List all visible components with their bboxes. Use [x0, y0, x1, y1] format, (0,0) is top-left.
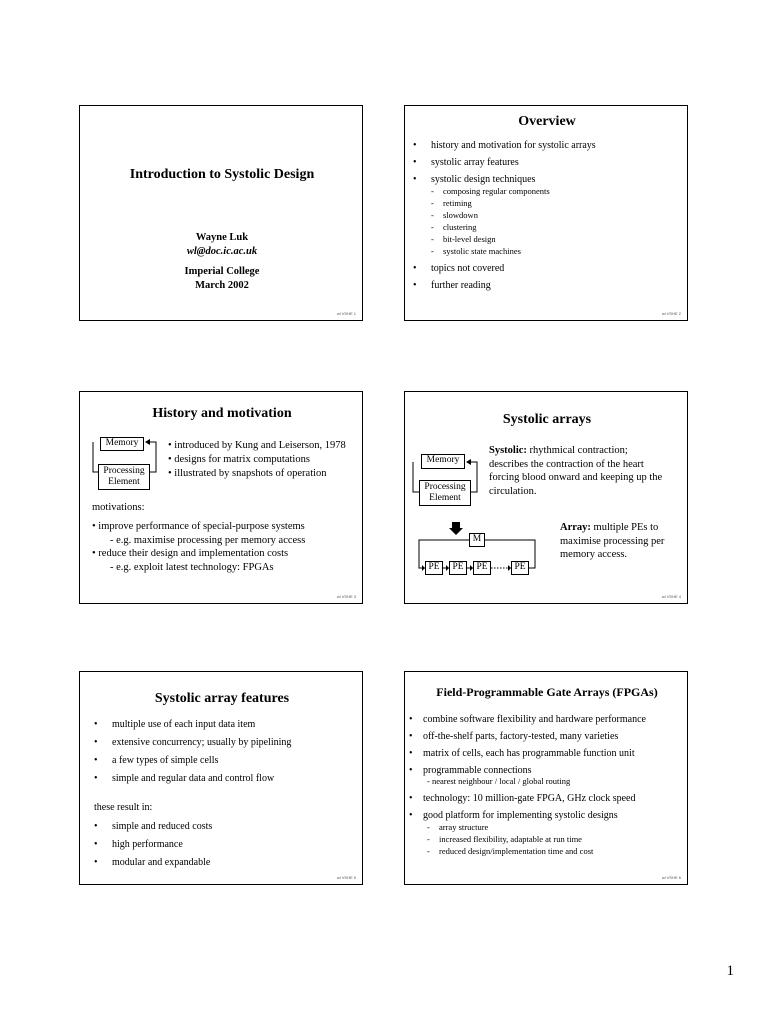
- features-list: [90, 716, 291, 788]
- slide-footer: wl VSHE 4: [661, 594, 681, 599]
- pe-cell-label: PE: [452, 562, 464, 572]
- sub-item-text: slowdown: [443, 210, 478, 220]
- sub-item: - retiming: [431, 198, 472, 208]
- motivations-list: [92, 520, 305, 574]
- slide-footer: wl VSHE 5: [336, 875, 356, 880]
- processing-element-box: [98, 464, 150, 490]
- array-memory-box: [469, 533, 485, 547]
- sub-list: [431, 185, 596, 257]
- sub-item-text: retiming: [443, 198, 472, 208]
- pe-label-1: Processing: [424, 482, 466, 492]
- history-bullets: [168, 439, 346, 481]
- motivation-item: • improve performance of special-purpose systems: [92, 521, 305, 532]
- list-item-text: a few types of simple cells: [112, 755, 219, 766]
- list-item: • modular and expandable: [94, 857, 211, 868]
- slide-4: [404, 391, 688, 604]
- sub-item-text: bit-level design: [443, 234, 496, 244]
- definition-line: maximise processing per: [560, 535, 665, 547]
- list-item-text: simple and regular data and control flow: [112, 773, 275, 784]
- slide-footer: wl VSHE 3: [336, 594, 356, 599]
- definition-line: rhythmical contraction;: [526, 445, 628, 456]
- sub-item: - systolic state machines: [431, 246, 521, 256]
- pe-cell: [511, 561, 529, 575]
- motivation-item: • reduce their design and implementation costs: [92, 548, 289, 559]
- sub-item-text: reduced design/implementation time and cost: [439, 846, 594, 856]
- processing-element-box: [419, 480, 471, 506]
- list-item: • good platform for implementing systolic designs - array structure - increased flexibility, adaptable at run time - reduced design/implementation time and cost: [405, 810, 646, 857]
- author-email: wl@doc.ic.ac.uk: [186, 246, 258, 257]
- list-item: • topics not covered: [413, 263, 505, 274]
- definition-line: multiple PEs to: [590, 522, 659, 533]
- list-item: • off-the-shelf parts, factory-tested, many varieties: [409, 731, 619, 742]
- bullet-text: • designs for matrix computations: [168, 454, 310, 465]
- list-item-text: simple and reduced costs: [112, 821, 213, 832]
- pe-cell: [449, 561, 467, 575]
- slide-title: History and motivation: [152, 406, 292, 421]
- list-item: • combine software flexibility and hardware performance: [409, 714, 646, 725]
- sub-item: - array structure: [427, 822, 489, 832]
- bullet-text: • introduced by Kung and Leiserson, 1978: [168, 440, 346, 451]
- slide-6: [404, 671, 688, 885]
- result-label: these result in:: [94, 802, 153, 813]
- list-item: • systolic array features: [413, 157, 519, 168]
- sub-item: - increased flexibility, adaptable at run time: [427, 834, 582, 844]
- list-item: • a few types of simple cells: [94, 755, 219, 766]
- slide-5: [79, 671, 363, 885]
- memory-label: Memory: [426, 455, 460, 465]
- list-item: • matrix of cells, each has programmable function unit: [409, 748, 635, 759]
- sub-item: - reduced design/implementation time and cost: [427, 846, 594, 856]
- list-item: • programmable connections - nearest neighbour / local / global routing: [405, 765, 646, 787]
- list-item-text: history and motivation for systolic arrays: [431, 140, 596, 151]
- list-item-text: extensive concurrency; usually by pipelining: [112, 737, 292, 748]
- slide-2: [404, 105, 688, 321]
- list-item-text: matrix of cells, each has programmable function unit: [423, 748, 635, 759]
- pe-cell-label: PE: [476, 562, 488, 572]
- sub-item: - bit-level design: [431, 234, 496, 244]
- results-list: [90, 818, 212, 872]
- slide-footer: wl VSHE 2: [661, 311, 681, 316]
- m-label: M: [472, 534, 482, 544]
- slide-1: [79, 105, 363, 321]
- list-item-text: good platform for implementing systolic designs: [423, 810, 618, 821]
- list-item: • multiple use of each input data item: [94, 719, 256, 730]
- page-number: 1: [726, 963, 734, 979]
- slide-3: [79, 391, 363, 604]
- slide-title: Systolic array features: [154, 691, 290, 706]
- pe-cell: [425, 561, 443, 575]
- definition-line: memory access.: [560, 549, 628, 560]
- institution: Imperial College: [184, 266, 260, 277]
- slide-title: Overview: [518, 114, 576, 129]
- list-item-text: technology: 10 million-gate FPGA, GHz clock speed: [423, 793, 636, 804]
- list-item-text: multiple use of each input data item: [112, 719, 256, 730]
- list-item-text: high performance: [112, 839, 183, 850]
- sub-item-text: array structure: [439, 822, 489, 832]
- list-item: • history and motivation for systolic arrays: [413, 140, 596, 151]
- definition-line: forcing blood onward and keeping up the: [489, 472, 663, 483]
- slide-footer: wl VSHE 6: [661, 875, 681, 880]
- pe-cell: [473, 561, 491, 575]
- slide-title: Field-Programmable Gate Arrays (FPGAs): [436, 685, 658, 699]
- pe-label-2: Element: [108, 477, 140, 487]
- sub-item-text: clustering: [443, 222, 477, 232]
- motivation-subitem: - e.g. maximise processing per memory access: [110, 534, 306, 546]
- list-item: • extensive concurrency; usually by pipelining: [94, 737, 292, 748]
- definition-line: describes the contraction of the heart: [489, 458, 644, 470]
- memory-label: Memory: [105, 438, 139, 448]
- list-item-text: further reading: [431, 280, 491, 291]
- sub-item: - slowdown: [431, 210, 478, 220]
- bullet-text: • illustrated by snapshots of operation: [168, 468, 327, 479]
- list-item-text: combine software flexibility and hardware performance: [423, 714, 646, 725]
- array-term: Array:: [560, 522, 591, 533]
- author-name: Wayne Luk: [195, 232, 249, 243]
- list-item-text: systolic array features: [431, 157, 519, 168]
- systolic-term: Systolic:: [489, 445, 527, 456]
- pe-label-2: Element: [429, 493, 461, 503]
- motivation-subitem: - e.g. exploit latest technology: FPGAs: [110, 561, 274, 573]
- pe-label-1: Processing: [103, 466, 145, 476]
- pe-cell-label: PE: [514, 562, 526, 572]
- date: March 2002: [195, 280, 249, 291]
- list-item-text: programmable connections: [423, 765, 532, 776]
- memory-box: [421, 454, 465, 469]
- slide-footer: wl VSHE 1: [336, 311, 356, 316]
- sub-item: - clustering: [431, 222, 477, 232]
- list-item: • technology: 10 million-gate FPGA, GHz clock speed: [409, 793, 636, 804]
- pe-cell-label: PE: [428, 562, 440, 572]
- sub-list: [423, 821, 646, 857]
- systolic-definition: [489, 444, 662, 498]
- list-item-text: systolic design techniques: [431, 174, 536, 185]
- list-item-text: topics not covered: [431, 263, 505, 274]
- list-item-text: modular and expandable: [112, 857, 211, 868]
- overview-list: [409, 140, 596, 291]
- sub-item-text: - nearest neighbour / local / global routing: [427, 776, 571, 786]
- memory-box: [100, 437, 144, 451]
- list-item-text: off-the-shelf parts, factory-tested, many varieties: [423, 731, 619, 742]
- list-item: • systolic design techniques - composing regular components - retiming - slowdown - clustering - bit-level design - systolic state machines: [409, 174, 596, 257]
- definition-line: circulation.: [489, 485, 537, 497]
- motivations-label: motivations:: [92, 502, 145, 513]
- array-definition: [560, 521, 664, 562]
- sub-item-text: systolic state machines: [443, 246, 521, 256]
- sub-item-text: increased flexibility, adaptable at run time: [439, 834, 582, 844]
- sub-item: - composing regular components: [431, 186, 550, 196]
- list-item: • simple and reduced costs: [94, 821, 213, 832]
- fpga-list: [405, 714, 646, 857]
- slide-title: Systolic arrays: [502, 412, 592, 427]
- list-item: • high performance: [94, 839, 183, 850]
- sub-item-text: composing regular components: [443, 186, 550, 196]
- list-item: • further reading: [413, 280, 491, 291]
- slide-title: Introduction to Systolic Design: [129, 167, 315, 182]
- list-item: • simple and regular data and control flow: [94, 773, 275, 784]
